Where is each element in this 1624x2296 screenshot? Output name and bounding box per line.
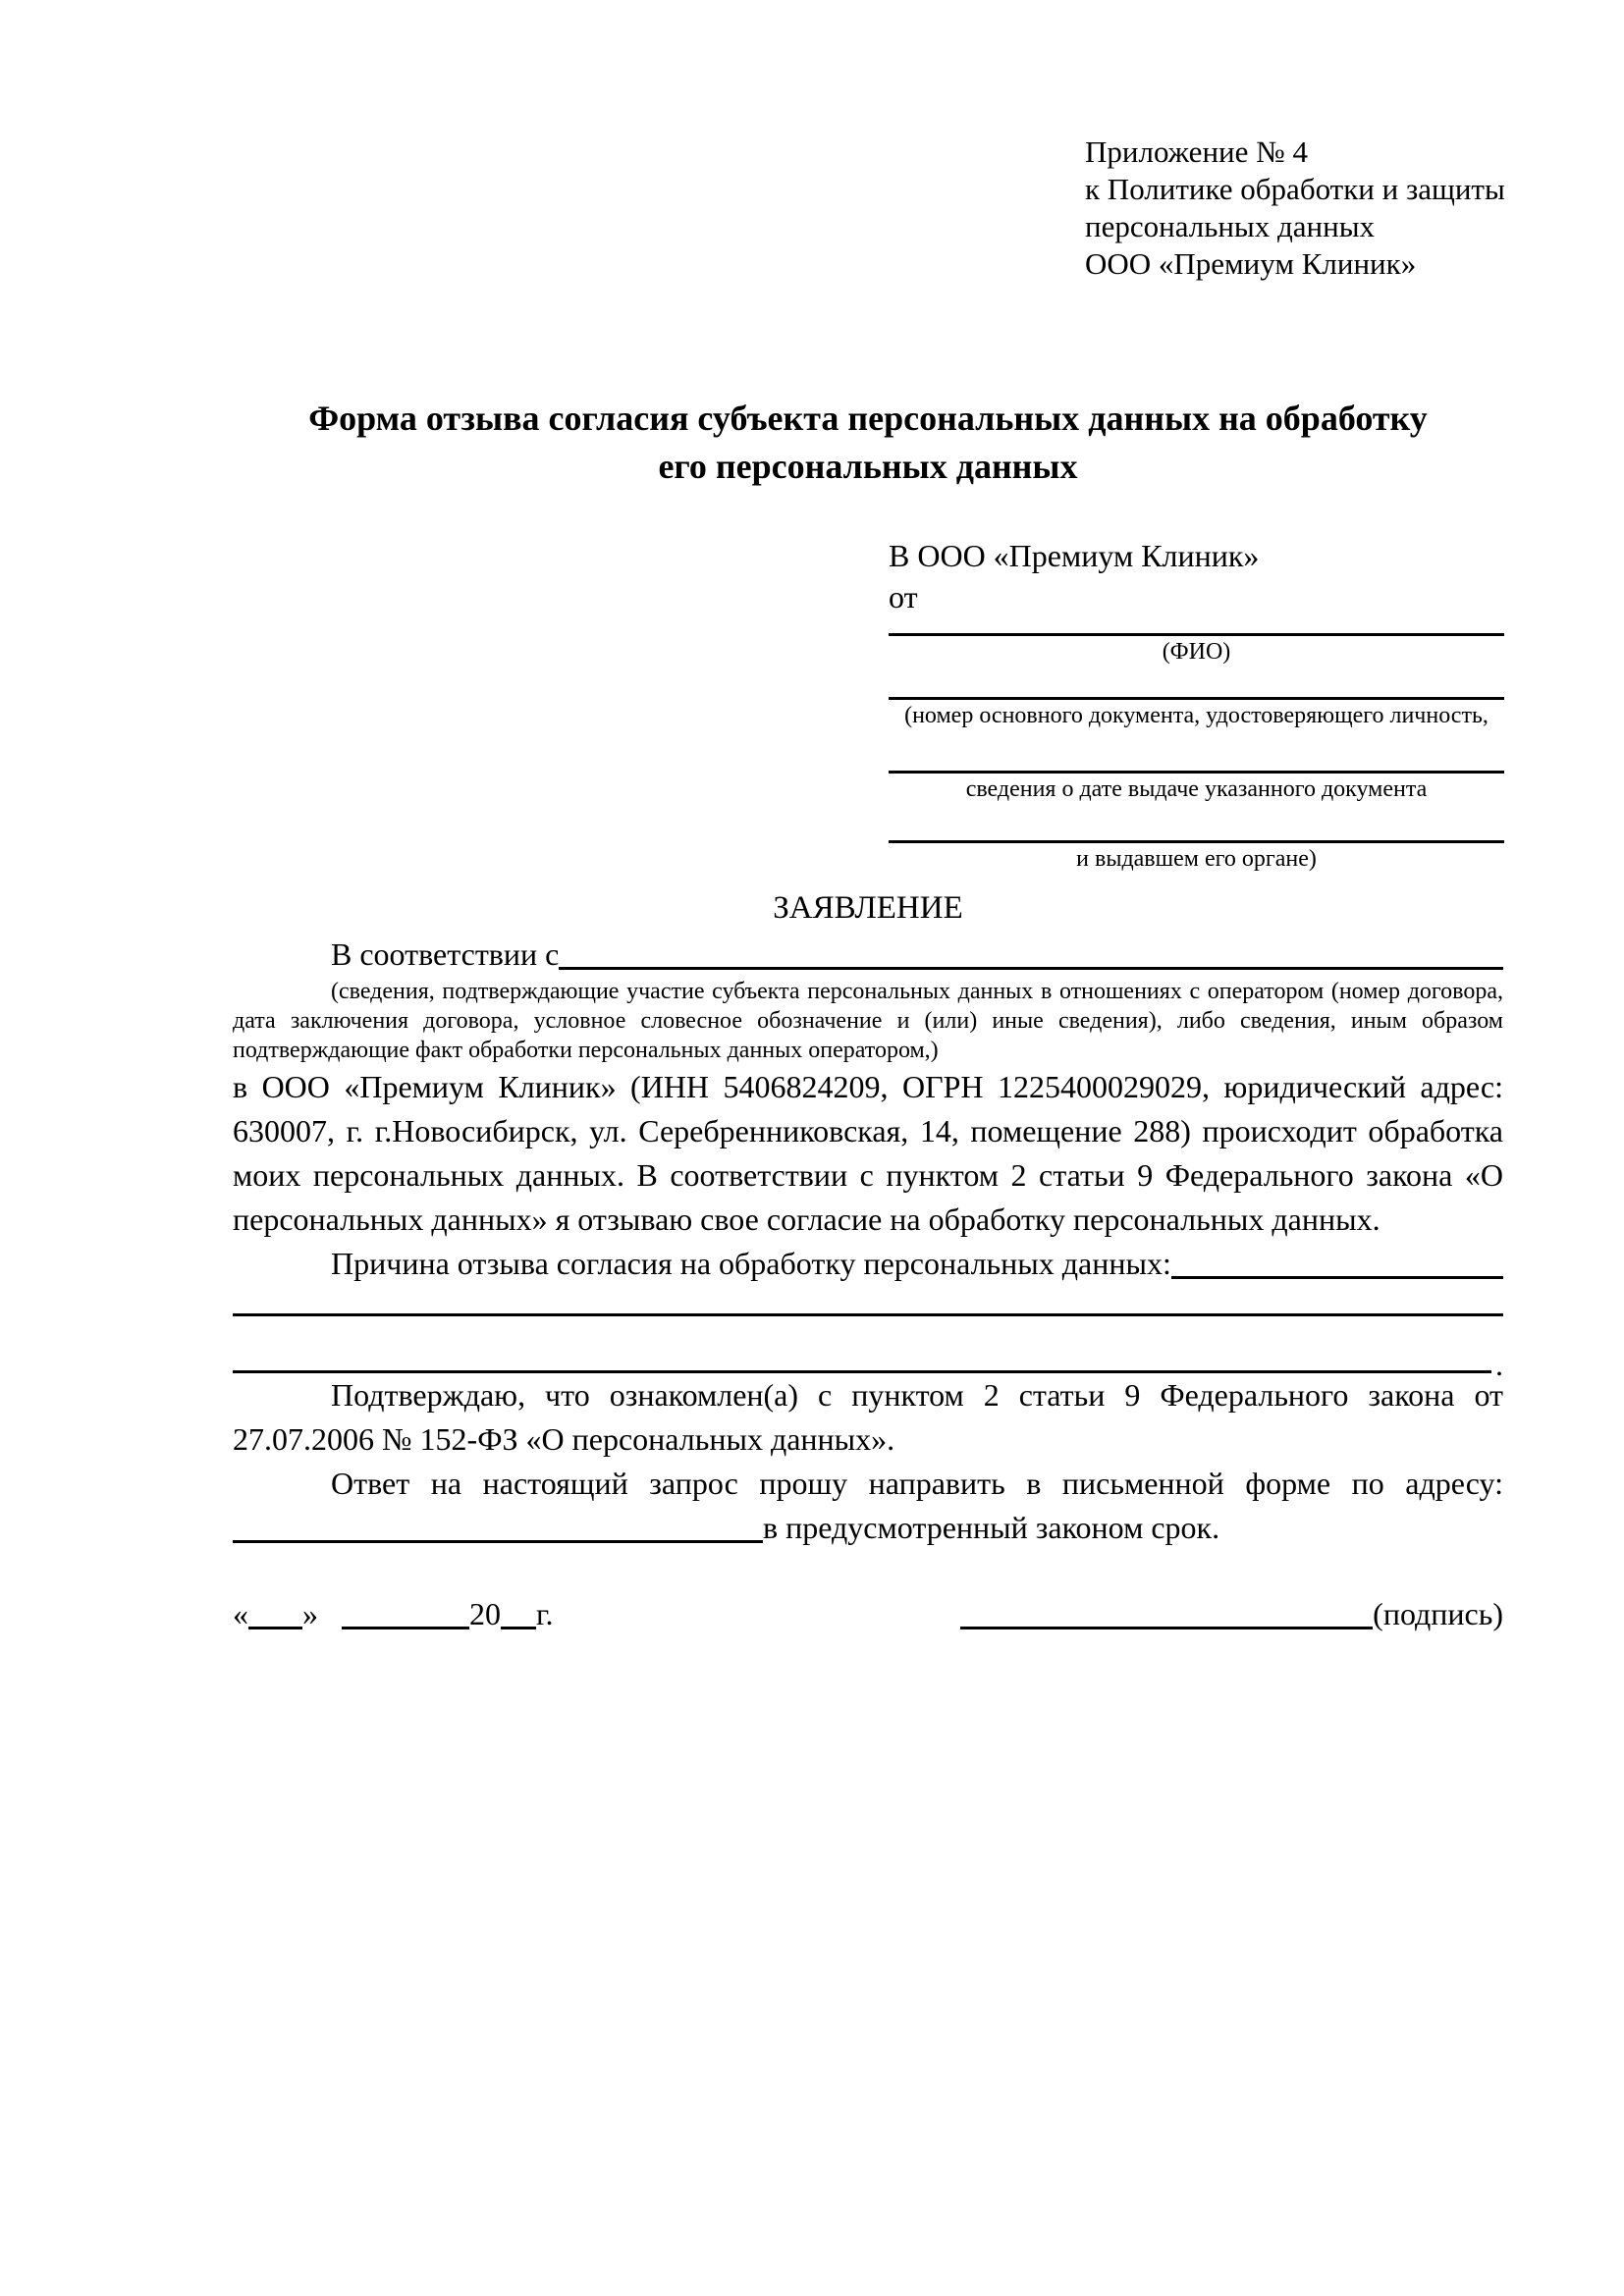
basis-label: В соответствии с xyxy=(331,936,560,972)
basis-blank-line xyxy=(559,933,1503,970)
document-title-line-1: Форма отзыва согласия субъекта персональных данных на обработку xyxy=(308,399,1428,438)
day-blank-line xyxy=(248,1592,302,1629)
issue-date-caption: сведения о дате выдаче указанного документа xyxy=(965,776,1428,802)
reason-extra-blank-row-2 xyxy=(233,1347,1503,1382)
date-field xyxy=(233,1592,554,1636)
month-blank-line xyxy=(342,1592,469,1629)
document-number-caption: (номер основного документа, удостоверяющего личность, xyxy=(904,703,1489,728)
appendix-note-line: персональных данных xyxy=(1085,209,1376,243)
appendix-note-line: к Политике обработки и защиты xyxy=(1085,172,1505,206)
signature-field xyxy=(960,1592,1503,1636)
appendix-note-line: ООО «Премиум Клиник» xyxy=(1085,246,1417,281)
addressee-to: В ООО «Премиум Клиник» xyxy=(889,538,1260,573)
statement-body xyxy=(233,933,1503,1550)
confirmation-paragraph: Подтверждаю, что ознакомлен(а) с пунктом 2 статьи 9 Федерального закона от 27.07.2006 № 152-ФЗ «О персональных данных». xyxy=(233,1377,1503,1457)
reason-label: Причина отзыва согласия на обработку персональных данных: xyxy=(331,1246,1171,1281)
appendix-note xyxy=(1085,133,1505,283)
reply-address-row xyxy=(233,1506,1503,1550)
address-blank-line xyxy=(233,1506,763,1543)
signature-blank-line xyxy=(960,1592,1373,1629)
sentence-period: . xyxy=(1495,1347,1503,1382)
signature-caption: (подпись) xyxy=(1373,1596,1503,1631)
document-title xyxy=(233,395,1503,491)
reply-request-paragraph: Ответ на настоящий запрос прошу направить в письменной форме по адресу: xyxy=(331,1466,1503,1501)
reason-blank-line xyxy=(1171,1242,1503,1279)
basis-row xyxy=(233,933,1503,977)
date-open-quote: « xyxy=(233,1596,248,1631)
reason-extra-blank-line-1 xyxy=(233,1313,1503,1316)
year-suffix: г. xyxy=(536,1596,554,1631)
date-close-quote: » xyxy=(302,1596,318,1631)
statement-heading: ЗАЯВЛЕНИЕ xyxy=(773,890,963,926)
year-blank-line xyxy=(501,1592,536,1629)
addressee-from: от xyxy=(889,579,918,614)
reply-tail: в предусмотренный законом срок. xyxy=(763,1510,1220,1545)
footer xyxy=(233,1592,1503,1636)
body-paragraph: в ООО «Премиум Клиник» (ИНН 5406824209, ОГРН 1225400029029, юридический адрес: 630007, г. г.Новосибирск, ул. Серебренниковская, 14, помещение 288) происходит обработка моих персональных данных. В соответствии с пунктом 2 статьи 9 Федерального закона «О персональных данных» я отзываю свое согласие на обработку персональных данных. xyxy=(233,1069,1503,1237)
reason-row xyxy=(233,1242,1503,1286)
basis-fine-print: (сведения, подтверждающие участие субъекта персональных данных в отношениях с оператором (номер договора, дата заключения договора, условное словесное обозначение и (или) иные сведения), либо сведения, иным образом подтверждающие факт обработки персональных данных оператором,) xyxy=(233,979,1503,1063)
fio-caption: (ФИО) xyxy=(1162,639,1231,665)
issuing-authority-caption: и выдавшем его органе) xyxy=(1076,846,1317,872)
year-prefix: 20 xyxy=(469,1596,501,1631)
appendix-note-line: Приложение № 4 xyxy=(1085,134,1308,169)
document-title-line-2: его персональных данных xyxy=(658,447,1078,486)
addressee-block xyxy=(889,535,1504,875)
